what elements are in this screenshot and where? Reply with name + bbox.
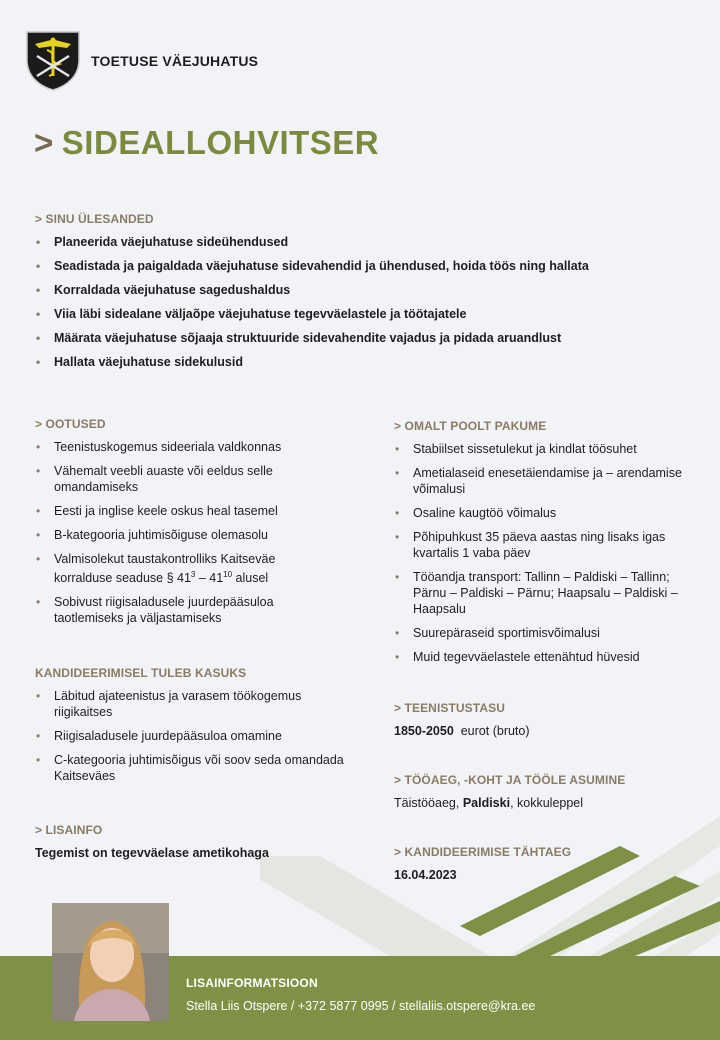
law-text-mid: – 41 <box>195 571 224 586</box>
expectation-item: • Teenistuskogemus sideeriala valdkonnas <box>35 439 335 455</box>
task-item: • Korraldada väejuhatuse sagedushaldus <box>35 282 695 298</box>
job-title: SIDEALLOHVITSER <box>61 124 380 161</box>
advantage-item: • Riigisaladusele juurdepääsuloa omamine <box>35 728 345 744</box>
worktime-section <box>394 773 694 811</box>
salary-section <box>394 701 684 739</box>
offer-item: • Ametialaseid enesetäiendamise ja – arendamise võimalusi <box>394 465 684 497</box>
footer-heading: LISAINFORMATSIOON <box>186 976 318 990</box>
offer-section <box>394 419 684 673</box>
expectations-heading: > OOTUSED <box>35 417 106 431</box>
offer-list <box>394 441 684 665</box>
task-item: • Määrata väejuhatuse sõjaaja struktuuride sidevahendite vajadus ja pidada aruandlust <box>35 330 695 346</box>
tasks-list <box>35 234 695 370</box>
worktime-heading: > TÖÖAEG, -KOHT JA TÖÖLE ASUMINE <box>394 773 626 787</box>
task-item: • Seadistada ja paigaldada väejuhatuse sidevahendid ja ühendused, hoida töös ning hallata <box>35 258 695 274</box>
expectation-item: • B-kategooria juhtimisõiguse olemasolu <box>35 527 335 543</box>
salary-unit: eurot (bruto) <box>460 724 530 738</box>
deadline-date: 16.04.2023 <box>394 868 457 882</box>
tasks-section <box>35 212 695 378</box>
worktime-text <box>394 795 694 811</box>
worktime-place: Paldiski <box>462 796 511 810</box>
deadline-heading: > KANDIDEERIMISE TÄHTAEG <box>394 845 572 859</box>
organization-name: TOETUSE VÄEJUHATUS <box>91 53 259 69</box>
expectation-item: • Vähemalt veebli auaste või eeldus selle omandamiseks <box>35 463 335 495</box>
offer-heading: > OMALT POOLT PAKUME <box>394 419 547 433</box>
offer-item: • Muid tegevväelastele ettenähtud hüvesid <box>394 649 684 665</box>
advantage-item: • Läbitud ajateenistus ja varasem töökogemus riigikaitses <box>35 688 345 720</box>
footer-contact: Stella Liis Otspere / +372 5877 0995 / stellaliis.otspere@kra.ee <box>186 999 536 1013</box>
extra-info-section <box>35 823 335 861</box>
offer-item: • Suurepäraseid sportimisvõimalusi <box>394 625 684 641</box>
tasks-heading: > SINU ÜLESANDED <box>35 212 154 226</box>
task-item: • Planeerida väejuhatuse sideühendused <box>35 234 695 250</box>
law-text-prefix: Valmisolekut taustakontrolliks Kaitseväe korralduse seaduse § 41 <box>54 552 276 586</box>
toetuse-vaejuhatus-logo <box>25 30 81 92</box>
salary-heading: > TEENISTUSTASU <box>394 701 505 715</box>
advantage-item: • C-kategooria juhtimisõigus või soov seda omandada Kaitseväes <box>35 752 345 784</box>
extra-info-text: Tegemist on tegevväelase ametikohaga <box>35 846 269 860</box>
task-item: • Hallata väejuhatuse sidekulusid <box>35 354 695 370</box>
expectation-item: • Eesti ja inglise keele oskus heal tasemel <box>35 503 335 519</box>
deadline-section <box>394 845 684 883</box>
salary-text <box>394 723 684 739</box>
advantages-section <box>35 666 345 792</box>
advantages-list <box>35 688 345 784</box>
offer-item: • Tööandja transport: Tallinn – Paldiski – Tallinn; Pärnu – Paldiski – Pärnu; Haapsalu – Paldiski – Haapsalu <box>394 569 684 617</box>
expectation-item: • Sobivust riigisaladusele juurdepääsuloa taotlemiseks ja väljastamiseks <box>35 594 335 626</box>
law-sup-2: 10 <box>223 570 233 579</box>
page-title <box>34 124 379 162</box>
salary-amount: 1850-2050 <box>394 724 454 738</box>
expectation-item-law <box>35 551 335 586</box>
offer-item: • Stabiilset sissetulekut ja kindlat töösuhet <box>394 441 684 457</box>
offer-item: • Põhipuhkust 35 päeva aastas ning lisaks igas kvartalis 1 vaba päev <box>394 529 684 561</box>
extra-info-heading: > LISAINFO <box>35 823 103 837</box>
worktime-part1: Täistööaeg, <box>394 796 460 810</box>
expectations-section <box>35 417 335 634</box>
law-text-suffix: alusel <box>232 571 269 586</box>
offer-item: • Osaline kaugtöö võimalus <box>394 505 684 521</box>
advantages-heading: KANDIDEERIMISEL TULEB KASUKS <box>35 666 247 680</box>
worktime-part2: , kokkuleppel <box>510 796 584 810</box>
title-arrow: > <box>34 124 54 161</box>
contact-person-photo <box>52 903 169 1021</box>
expectations-list <box>35 439 335 626</box>
task-item: • Viia läbi sidealane väljaõpe väejuhatuse tegevväelastele ja töötajatele <box>35 306 695 322</box>
law-sup-1: 3 <box>190 570 196 579</box>
